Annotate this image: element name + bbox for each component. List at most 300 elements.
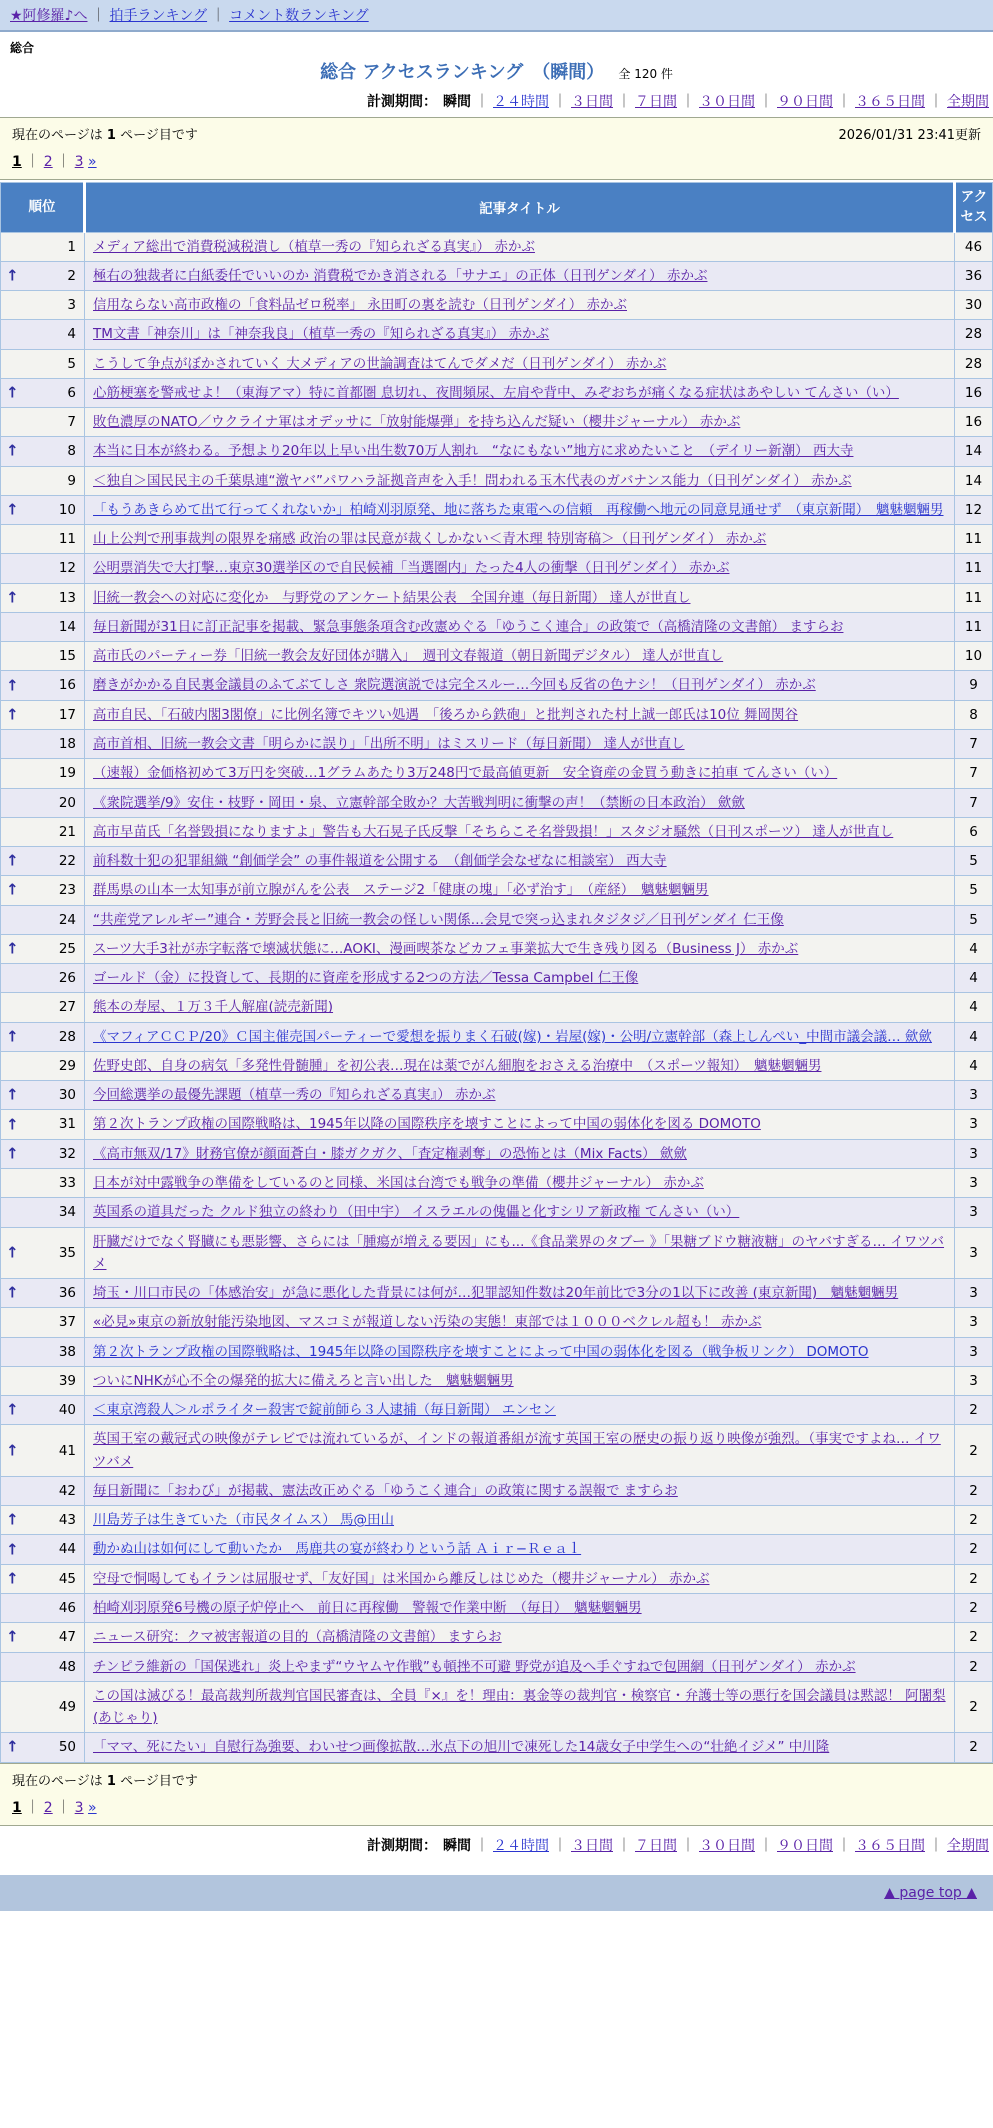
title-cell [85,466,955,495]
rank-cell [1,1227,85,1279]
article-link[interactable]: 柏崎刈羽原発6号機の原子炉停止へ 前日に再稼働 警報で作業中断 （毎日） 魑魅魍魎男 [93,1599,642,1616]
rank-cell [1,1308,85,1337]
pager-box-bottom [0,1763,993,1826]
table-header-row [1,183,993,233]
page-status [12,1770,198,1789]
up-arrow-icon: ↑ [6,1085,19,1104]
next-page-link[interactable]: » [88,1799,97,1816]
top-nav-link[interactable]: 拍手ランキング [109,8,208,24]
article-link[interactable]: チンピラ維新の「国保逃れ」炎上やまず“ウヤムヤ作戦”も頓挫不可避 野党が追及へ手ぐすねで包囲網（日刊ゲンダイ） 赤かぶ [93,1658,856,1675]
access-count: 12 [955,495,993,524]
rank-cell [1,1110,85,1139]
period-link[interactable]: ３日間 [571,1837,613,1854]
period-link[interactable]: ３６５日間 [855,1837,925,1854]
article-link[interactable]: 極右の独裁者に白紙委任でいいのか 消費税でかき消される「サナエ」の正体（日刊ゲンダイ） 赤かぶ [93,267,708,284]
article-link[interactable]: “共産党アレルギー”連合・芳野会長と旧統一教会の怪しい関係…会見で突っ込まれタジタジ／日刊ゲンダイ 仁王像 [93,911,784,928]
table-row [1,1476,993,1505]
rank-cell [1,1733,85,1762]
access-count: 4 [955,993,993,1022]
period-link[interactable]: ２４時間 [493,94,549,110]
title-cell [85,993,955,1022]
current-page-number: 1 [106,128,116,143]
rank-number: 35 [58,1244,76,1261]
up-arrow-icon: ↑ [6,1738,19,1757]
separator: ｜ [837,1837,851,1854]
up-arrow-icon: ↑ [6,1510,19,1529]
up-arrow-icon: ↑ [6,1569,19,1588]
article-link[interactable]: 第２次トランプ政権の国際戦略は、1945年以降の国際秩序を壊すことによって中国の弱体化を図る（戦争板リンク） DOMOTO [93,1343,869,1360]
page-links-top [12,151,981,171]
page-title: 総合 アクセスランキング （瞬間） [320,62,605,83]
rank-number: 27 [58,999,76,1016]
separator: ｜ [553,94,567,110]
table-row [1,1081,993,1110]
separator: ｜ [553,1837,567,1854]
access-count: 2 [955,1652,993,1681]
period-link[interactable]: ７日間 [635,1837,677,1854]
article-link[interactable]: 《マフィアＣＣＰ/20》Ｃ国主催売国パーティーで愛想を振りまく石破(嫁)・岩屋(嫁)・公明/立憲幹部（森上しんぺい_中間市議会議… 歛歛 [93,1028,932,1045]
title-cell [85,1425,955,1477]
article-link[interactable]: 空母で恫喝してもイランは屈服せず、「友好国」は米国から離反しはじめた（櫻井ジャーナル） 赤かぶ [93,1570,710,1587]
article-link[interactable]: 《衆院選挙/9》安住・枝野・岡田・泉、立憲幹部全敗か？大苦戦判明に衝撃の声！（禁断の日本政治） 歛歛 [93,794,745,811]
rank-cell [1,408,85,437]
up-arrow-icon: ↑ [6,881,19,900]
title-cell [85,1198,955,1227]
title-cell [85,1110,955,1139]
access-count: 7 [955,730,993,759]
up-arrow-icon: ↑ [6,1441,19,1460]
title-cell [85,847,955,876]
page-status-prefix: 現在のページは [12,128,103,143]
top-nav [0,0,993,32]
period-link[interactable]: ３日間 [571,94,613,110]
table-row [1,466,993,495]
rank-cell [1,993,85,1022]
article-link[interactable]: ニュース研究：クマ被害報道の目的（高橋清隆の文書館） ますらお [93,1629,502,1646]
up-arrow-icon: ↑ [6,676,19,695]
access-count: 2 [955,1535,993,1564]
title-cell [85,671,955,700]
rank-number: 17 [58,706,76,723]
article-link[interactable]: 群馬県の山本一太知事が前立腺がんを公表 ステージ2「健康の塊」「必ず治す」 （産経） 魑魅魍魎男 [93,882,709,899]
rank-number: 31 [58,1116,76,1133]
period-link[interactable]: 全期間 [947,94,989,110]
rank-cell [1,1051,85,1080]
rank-number: 47 [58,1629,76,1646]
rank-number: 1 [67,238,76,255]
period-link[interactable]: ７日間 [635,94,677,110]
rank-cell [1,349,85,378]
table-row [1,876,993,905]
article-link[interactable]: 埼玉・川口市民の「体感治安」が急に悪化した背景には何が…犯罪認知件数は20年前比で3分の1以下に改善 (東京新聞) 魑魅魍魎男 [93,1285,899,1302]
separator: ｜ [759,1837,773,1854]
separator: ｜ [617,94,631,110]
access-count: 2 [955,1564,993,1593]
article-link[interactable]: 英国系の道具だった クルド独立の終わり（田中宇） イスラエルの傀儡と化すシリア新政権 てんさい（い） [93,1204,740,1221]
rank-cell [1,1535,85,1564]
rank-number: 2 [67,267,76,284]
rank-number: 49 [58,1698,76,1715]
table-row [1,320,993,349]
access-count: 4 [955,964,993,993]
article-link[interactable]: 「もうあきらめて出て行ってくれないか」柏崎刈羽原発、地に落ちた東電への信頼 再稼働へ地元の同意見通せず （東京新聞） 魑魅魍魎男 [93,501,944,518]
rank-number: 28 [58,1028,76,1045]
up-arrow-icon: ↑ [6,1540,19,1559]
rank-number: 50 [58,1739,76,1756]
periods-label: 計測期間： [367,1837,437,1854]
rank-cell [1,1425,85,1477]
rank-number: 3 [67,297,76,314]
rank-number: 45 [58,1570,76,1587]
article-link[interactable]: 高市氏のパーティー券「旧統一教会友好団体が購入」 週刊文春報道（朝日新聞デジタル） 達人が世直し [93,648,724,665]
header-access: アクセス [955,183,993,233]
separator: ｜ [211,8,226,24]
article-link[interactable]: 山上公判で刑事裁判の限界を痛感 政治の罪は民意が裁くしかない＜青木理 特別寄稿＞（日刊ゲンダイ） 赤かぶ [93,531,767,548]
access-count: 9 [955,671,993,700]
period-link[interactable]: ３０日間 [699,1837,755,1854]
access-count: 3 [955,1081,993,1110]
rank-cell [1,1506,85,1535]
period-link[interactable]: ３６５日間 [855,94,925,110]
separator: ｜ [929,1837,943,1854]
rank-cell [1,1022,85,1051]
rank-cell [1,1476,85,1505]
table-row [1,291,993,320]
table-row [1,1337,993,1366]
table-row [1,934,993,963]
rank-cell [1,232,85,261]
table-row [1,1169,993,1198]
rank-cell [1,876,85,905]
rank-cell [1,1564,85,1593]
title-cell [85,1652,955,1681]
article-link[interactable]: 日本が対中露戦争の準備をしているのと同様、米国は台湾でも戦争の準備（櫻井ジャーナル） 赤かぶ [93,1175,704,1191]
title-cell [85,964,955,993]
rank-number: 16 [58,677,76,694]
rank-cell [1,1139,85,1168]
title-cell [85,349,955,378]
access-count: 3 [955,1366,993,1395]
table-row [1,349,993,378]
title-cell [85,1279,955,1308]
title-cell [85,612,955,641]
rank-number: 8 [67,443,76,460]
separator: ｜ [56,154,71,170]
table-row [1,1198,993,1227]
article-link[interactable]: ＜東京湾殺人＞ルポライター殺害で錠前師ら３人逮捕（毎日新聞） エンセン [93,1402,556,1419]
table-row [1,612,993,641]
access-count: 11 [955,583,993,612]
rank-cell [1,466,85,495]
separator: ｜ [91,8,106,24]
up-arrow-icon: ↑ [6,500,19,519]
rank-number: 24 [58,911,76,928]
table-row [1,1652,993,1681]
rank-number: 44 [58,1541,76,1558]
title-cell [85,291,955,320]
table-row [1,1506,993,1535]
article-link[interactable]: 動かぬ山は如何にして動いたか 馬鹿共の宴が終わりという話 Ａｉｒ−Ｒｅａｌ [93,1541,582,1558]
title-cell [85,730,955,759]
rank-cell [1,495,85,524]
table-row [1,1425,993,1477]
rank-number: 36 [58,1285,76,1302]
rank-cell [1,1396,85,1425]
bottom-spacer [0,1911,993,1971]
access-count: 3 [955,1279,993,1308]
period-link[interactable]: ３０日間 [699,94,755,110]
article-link[interactable]: «必見»東京の新放射能汚染地図、マスコミが報道しない汚染の実態！東部では１０００ベクレル超も！ 赤かぶ [93,1314,762,1331]
article-link[interactable]: 肝臓だけでなく腎臓にも悪影響、さらには「腫瘍が増える要因」にも...《食品業界のタブー 》「果糖ブドウ糖液糖」のヤバすぎる… イワツバメ [93,1233,945,1272]
category-label: 総合 [10,41,35,55]
article-link[interactable]: メディア総出で消費税減税潰し（植草一秀の『知られざる真実』） 赤かぶ [93,238,535,255]
period-link[interactable]: ２４時間 [493,1837,549,1854]
access-count: 2 [955,1733,993,1762]
access-count: 30 [955,291,993,320]
rank-number: 6 [67,384,76,401]
rank-number: 41 [58,1442,76,1459]
rank-number: 42 [58,1482,76,1499]
title-cell [85,1476,955,1505]
article-link[interactable]: 前科数十犯の犯罪組織 “創価学会” の事件報道を公開する （創価学会なぜなに相談室） 西大寺 [93,853,667,870]
rank-number: 39 [58,1372,76,1389]
access-count: 7 [955,759,993,788]
rank-number: 25 [58,940,76,957]
article-link[interactable]: 《高市無双/17》財務官僚が顔面蒼白・膝ガクガク、「査定権剥奪」の恐怖とは（Mix Facts） 歛歛 [93,1145,687,1162]
top-nav-link[interactable]: コメント数ランキング [229,8,369,24]
rank-cell [1,934,85,963]
article-link[interactable]: ついにNHKが心不全の爆発的拡大に備えろと言い出した 魑魅魍魎男 [93,1372,514,1389]
article-link[interactable]: ＜独自＞国民民主の千葉県連“激ヤバ”パワハラ証拠音声を入手！問われる玉木代表のガバナンス能力（日刊ゲンダイ） 赤かぶ [93,472,852,489]
page-number-link[interactable]: 2 [43,1799,53,1816]
rank-cell [1,1198,85,1227]
article-link[interactable]: 今回総選挙の最優先課題（植草一秀の『知られざる真実』） 赤かぶ [93,1087,496,1104]
up-arrow-icon: ↑ [6,1400,19,1419]
ranking-table-body [1,232,993,1762]
title-cell [85,1081,955,1110]
period-link[interactable]: ９０日間 [777,94,833,110]
access-count: 11 [955,612,993,641]
period-link[interactable]: ９０日間 [777,1837,833,1854]
page-status [12,124,198,143]
total-count: 全 120 件 [618,67,673,81]
next-page-link[interactable]: » [88,154,97,170]
page-links-bottom [12,1797,981,1817]
title-cell [85,583,955,612]
table-row [1,671,993,700]
rank-number: 5 [67,355,76,372]
pager-box-top [0,117,993,180]
table-row [1,554,993,583]
access-count: 46 [955,232,993,261]
footer-bar [0,1875,993,1911]
access-count: 6 [955,817,993,846]
access-count: 8 [955,700,993,729]
title-cell [85,495,955,524]
table-row [1,495,993,524]
updated-timestamp: 2026/01/31 23:41更新 [838,128,981,143]
table-row [1,1593,993,1622]
title-line [0,58,993,84]
up-arrow-icon: ↑ [6,442,19,461]
period-current: 瞬間 [443,1837,471,1854]
rank-number: 33 [58,1175,76,1191]
periods-nav-top [0,88,993,117]
page-status-suffix: ページ目です [120,128,198,143]
separator: ｜ [837,94,851,110]
article-link[interactable]: 高市首相、旧統一教会文書「明らかに誤り」「出所不明」はミスリード（毎日新聞） 達人が世直し [93,736,685,753]
table-row [1,525,993,554]
top-nav-link[interactable]: ★阿修羅♪へ [10,8,88,24]
table-row [1,817,993,846]
access-count: 3 [955,1198,993,1227]
article-link[interactable]: 毎日新聞が31日に訂正記事を掲載、緊急事態条項含む改憲めぐる「ゆうこく連合」の政策で（高橋清隆の文書館） ますらお [93,618,844,635]
table-row [1,788,993,817]
title-cell [85,1681,955,1733]
up-arrow-icon: ↑ [6,266,19,285]
article-link[interactable]: 磨きがかかる自民裏金議員のふてぶてしさ 衆院選演説では完全スルー…今回も反省の色ナシ！（日刊ゲンダイ） 赤かぶ [93,677,816,694]
article-link[interactable]: 毎日新聞に「おわび」が掲載、憲法改正めぐる「ゆうこく連合」の政策に関する誤報で ますらお [93,1482,678,1499]
title-cell [85,1051,955,1080]
title-cell [85,1022,955,1051]
article-link[interactable]: 心筋梗塞を警戒せよ！（東海アマ）特に首都圏 息切れ、夜間頻尿、左肩や背中、みぞおちが痛くなる症状はあやしい てんさい（い） [93,384,899,401]
separator: ｜ [25,154,40,170]
rank-number: 40 [58,1402,76,1419]
rank-number: 29 [58,1057,76,1074]
access-count: 14 [955,437,993,466]
rank-cell [1,554,85,583]
title-cell [85,525,955,554]
article-link[interactable]: 第２次トランプ政権の国際戦略は、1945年以降の国際秩序を壊すことによって中国の弱体化を図る DOMOTO [93,1116,761,1133]
period-link[interactable]: 全期間 [947,1837,989,1854]
rank-cell [1,1169,85,1198]
table-row [1,730,993,759]
article-link[interactable]: スーツ大手3社が赤字転落で壊滅状態に…AOKI、漫画喫茶などカフェ事業拡大で生き残り図る（Business J） 赤かぶ [93,940,799,957]
table-row [1,1110,993,1139]
title-cell [85,1535,955,1564]
periods-label: 計測期間： [367,94,437,110]
rank-number: 38 [58,1343,76,1360]
rank-number: 22 [58,853,76,870]
table-row [1,905,993,934]
rank-cell [1,437,85,466]
access-count: 16 [955,378,993,407]
rank-cell [1,1366,85,1395]
table-row [1,964,993,993]
access-count: 4 [955,934,993,963]
article-link[interactable]: この国は滅びる！最高裁判所裁判官国民審査は、全員『×』を！理由：裏金等の裁判官・検察官・弁護士等の悪行を国会議員は黙認！ 阿闍梨(あじゃり) [93,1687,946,1727]
separator: ｜ [475,94,489,110]
rank-number: 18 [58,736,76,753]
rank-cell [1,1593,85,1622]
page-top-link[interactable]: ▲ page top ▲ [884,1884,977,1901]
table-row [1,700,993,729]
periods-nav-bottom [0,1832,993,1861]
title-cell [85,1506,955,1535]
title-cell [85,1366,955,1395]
article-link[interactable]: 川島芳子は生きていた（市民タイムス） 馬@田山 [93,1512,395,1529]
rank-number: 19 [58,765,76,782]
page-number-link[interactable]: 2 [43,154,53,170]
rank-cell [1,378,85,407]
article-link[interactable]: 熊本の寿屋、１万３千人解雇(読売新聞) [93,999,334,1016]
table-row [1,261,993,290]
article-link[interactable]: 公明票消失で大打撃…東京30選挙区ので自民候補「当選圏内」たった4人の衝撃（日刊ゲンダイ） 赤かぶ [93,560,730,577]
title-cell [85,261,955,290]
table-row [1,408,993,437]
article-link[interactable]: 佐野史郎、自身の病気「多発性骨髄腫」を初公表…現在は薬でがん細胞をおさえる治療中 （スポーツ報知） 魑魅魍魎男 [93,1057,822,1074]
up-arrow-icon: ↑ [6,939,19,958]
page-number-link[interactable]: 3 [74,154,84,170]
rank-number: 48 [58,1658,76,1675]
title-cell [85,1337,955,1366]
article-link[interactable]: ゴールド（金）に投資して、長期的に資産を形成する2つの方法／Tessa Campbel 仁王像 [93,970,639,987]
ranking-table [0,182,993,1763]
rank-cell [1,1081,85,1110]
article-link[interactable]: 本当に日本が終わる。予想より20年以上早い出生数70万人割れ “なにもない”地方に求めたいこと （デイリー新潮） 西大寺 [93,443,854,460]
access-count: 11 [955,554,993,583]
up-arrow-icon: ↑ [6,383,19,402]
rank-number: 10 [58,501,76,518]
table-row [1,1308,993,1337]
article-link[interactable]: 英国王室の戴冠式の映像がテレビでは流れているが、インドの報道番組が流す英国王室の歴史の振り返り映像が強烈。（事実ですよね… イワツバメ [93,1431,941,1470]
rank-cell [1,1652,85,1681]
page-number-current: 1 [12,1799,22,1816]
header-rank: 順位 [1,183,85,233]
access-count: 2 [955,1593,993,1622]
rank-cell [1,291,85,320]
title-cell [85,378,955,407]
access-count: 2 [955,1623,993,1652]
rank-cell [1,817,85,846]
table-row [1,1733,993,1762]
article-link[interactable]: 敗色濃厚のNATO／ウクライナ軍はオデッサに「放射能爆弾」を持ち込んだ疑い（櫻井ジャーナル） 赤かぶ [93,414,741,431]
article-link[interactable]: 「ママ、死にたい」自慰行為強要、わいせつ画像拡散…氷点下の旭川で凍死した14歳女子中学生への“壮絶イジメ” 中川隆 [93,1739,830,1756]
period-current: 瞬間 [443,94,471,110]
title-cell [85,1733,955,1762]
rank-number: 26 [58,970,76,987]
article-link[interactable]: 旧統一教会への対応に変化か 与野党のアンケート結果公表 全国弁連（毎日新聞） 達人が世直し [93,589,691,606]
rank-number: 13 [58,589,76,606]
title-cell [85,1623,955,1652]
access-count: 11 [955,525,993,554]
up-arrow-icon: ↑ [6,1628,19,1646]
rank-cell [1,788,85,817]
up-arrow-icon: ↑ [6,588,19,607]
table-row [1,1564,993,1593]
access-count: 14 [955,466,993,495]
page-number-current: 1 [12,154,22,170]
title-cell [85,1564,955,1593]
table-row [1,759,993,788]
article-link[interactable]: TM文書「神奈川」は「神奈我良」（植草一秀の『知られざる真実』） 赤かぶ [93,326,550,343]
rank-cell [1,964,85,993]
rank-cell [1,759,85,788]
current-page-number: 1 [106,1773,116,1789]
article-link[interactable]: （速報）金価格初めて3万円を突破…1グラムあたり3万248円で最高値更新 安全資産の金買う動きに拍車 てんさい（い） [93,765,838,782]
table-row [1,1022,993,1051]
article-link[interactable]: 信用ならない高市政権の「食料品ゼロ税率」 永田町の裏を読む（日刊ゲンダイ） 赤かぶ [93,297,628,314]
page-status-suffix: ページ目です [120,1773,198,1789]
access-count: 28 [955,349,993,378]
article-link[interactable]: 高市早苗氏「名誉毀損になりますよ」警告も大石晃子氏反撃「そちらこそ名誉毀損！」スタジオ騒然（日刊スポーツ） 達人が世直し [93,823,894,840]
article-link[interactable]: 高市自民、「石破内閣3閣僚」に比例名簿でキツい処遇 「後ろから鉄砲」と批判された村上誠一郎氏は10位 舞岡関谷 [93,706,799,723]
page-number-link[interactable]: 3 [74,1799,84,1816]
article-link[interactable]: こうして争点がぼかされていく 大メディアの世論調査はてんでダメだ（日刊ゲンダイ） 赤かぶ [93,355,667,372]
table-row [1,1396,993,1425]
rank-cell [1,261,85,290]
title-cell [85,700,955,729]
